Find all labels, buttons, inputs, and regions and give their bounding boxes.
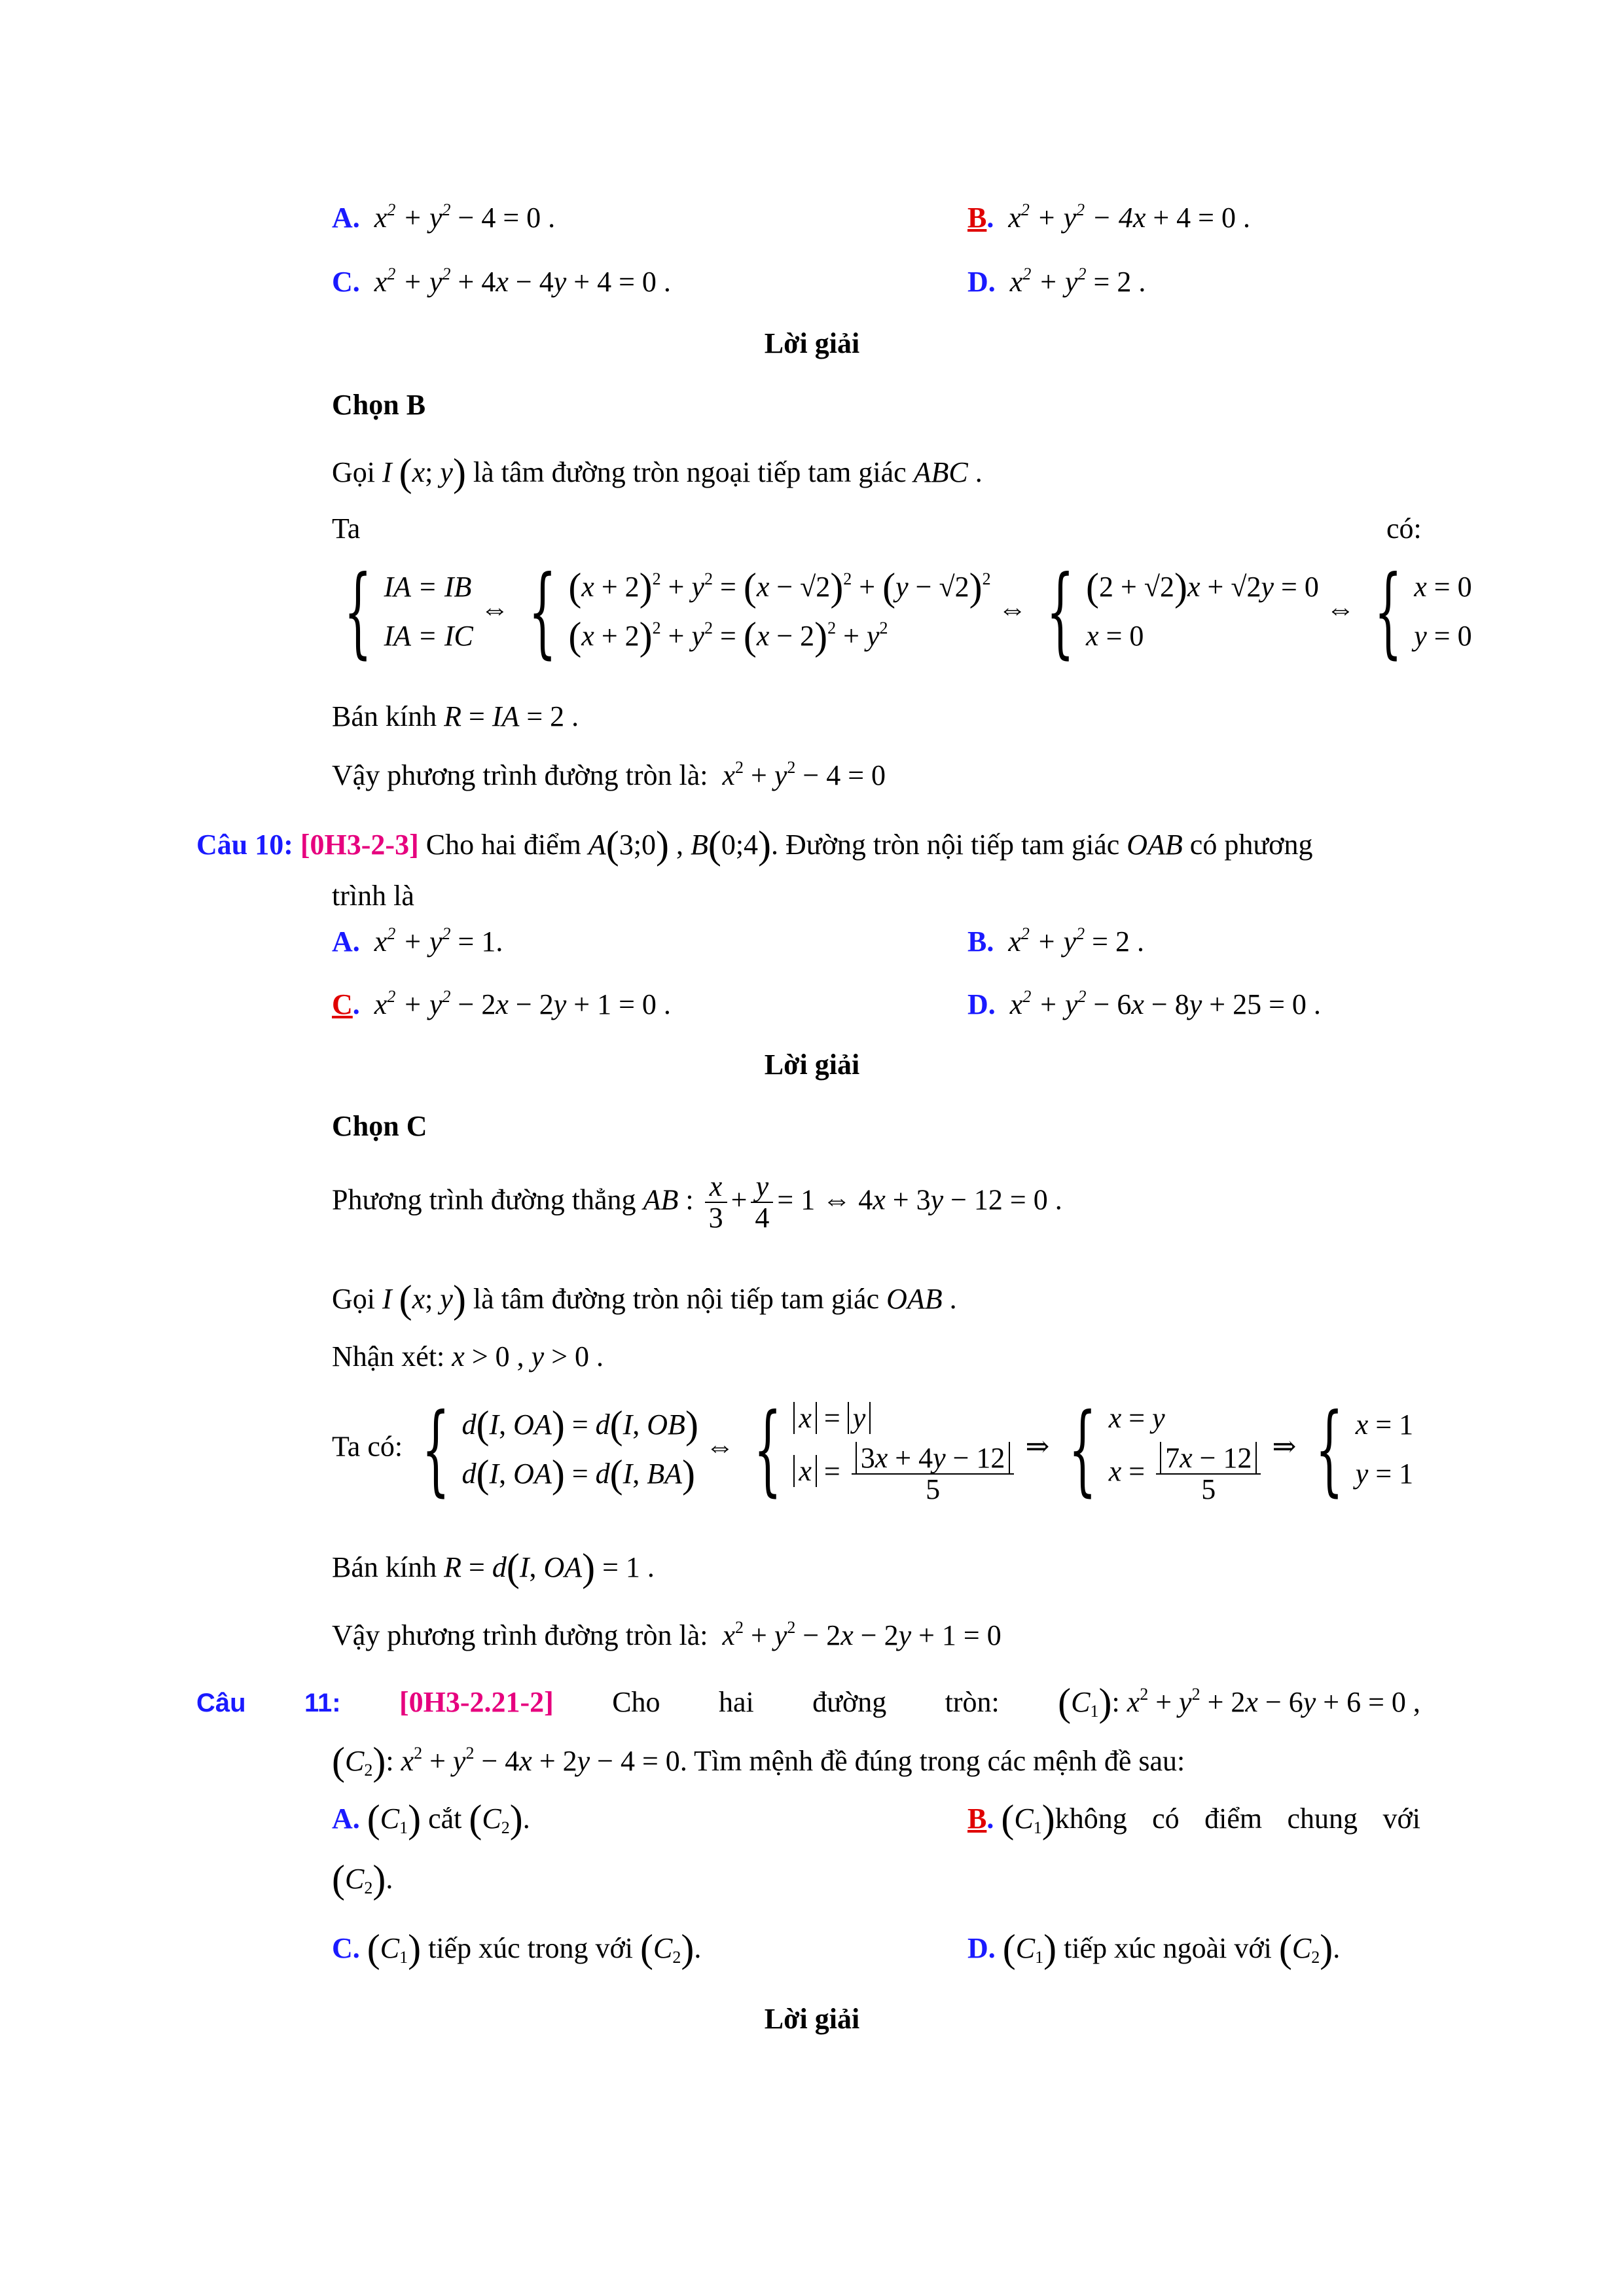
q9-line-ta: Ta [332,512,361,545]
q11-solution-heading: Lời giải [764,2003,860,2035]
q10-line-goi-text: là tâm đường tròn nội tiếp tam giác [473,1283,880,1315]
q10-line-goi: Gọi I (x; y) là tâm đường tròn nội tiếp tam giác OAB . [332,1278,957,1321]
q11-option-b-text-5: với [1382,1803,1420,1835]
q11-option-b-text-2: có [1152,1803,1180,1835]
q11-number-b: 11: [304,1689,341,1717]
q10-line-ab: Phương trình đường thẳng AB : $\frac{x}{3}$ + $\frac{y}{4}$ = 1 ⇔ 4x + 3y − 12 = 0 . [332,1170,1062,1234]
q11-option-b-cont: $(C_2)$. [332,1857,393,1901]
q9-line-goi-text: là tâm đường tròn ngoại tiếp tam giác [473,456,907,488]
q9-conclusion: Vậy phương trình đường tròn là: $x^2 + y^2 - 4 = 0$ [332,758,886,791]
q10-option-c-label: C [332,988,353,1020]
q9-option-b[interactable]: B. $x^2 + y^2 - 4x + 4 = 0$ . [967,200,1250,234]
q11-option-b-text-1: không [1055,1803,1127,1835]
q10-option-b[interactable]: B. $x^2 + y^2 = 2$ . [967,924,1144,958]
q9-line-goi: Gọi I (x; y) là tâm đường tròn ngoại tiếp tam giác ABC . [332,451,983,494]
q11-option-c-label: C. [332,1932,360,1964]
q11-prompt-e: . Tìm mệnh đề đúng trong các mệnh đề sau: [679,1745,1185,1777]
q9-option-d[interactable]: D. $x^2 + y^2 = 2$ . [967,264,1146,298]
q11-option-c[interactable]: C. $(C_1)$ tiếp xúc trong với $(C_2)$. [332,1927,702,1970]
q10-prompt-line1: Câu 10: [0H3-2-3] Cho hai điểm A(3;0) , B(0;4). Đường tròn nội tiếp tam giác OAB có phương [196,823,1313,867]
q11-option-d[interactable]: D. $(C_1)$ tiếp xúc ngoài với $(C_2)$. [967,1927,1341,1970]
q10-option-a-label: A. [332,925,360,958]
q9-option-d-label: D. [967,266,996,298]
q11-option-d-label: D. [967,1932,996,1964]
q9-equation-system: { IA = IB IA = IC ⇔ { $(x + 2)^2 + y^2 = (x - √2)^2 + (y - √2)^2$ $(x + 2)^2 + y^2 = (x - 2)^2 + y^2$ ⇔ { (2 + √2)x + √2y = 0 x = 0 ⇔ { x = 0 y = 0 [344,554,1472,669]
q10-number: Câu 10: [196,829,293,861]
q11-prompt-a: Cho [612,1686,660,1718]
q10-prompt-c: có phương [1189,829,1313,861]
q10-option-d[interactable]: D. $x^2 + y^2 - 6x - 8y + 25 = 0$ . [967,987,1321,1020]
q10-nhanxet: Nhận xét: x > 0 , y > 0 . [332,1340,604,1372]
q10-option-a[interactable]: A. $x^2 + y^2 = 1$. [332,924,503,958]
q11-prompt-b: hai [718,1686,754,1718]
q11-prompt-c: đường [812,1686,887,1718]
q11-number-a: Câu [196,1689,246,1717]
q11-prompt-d: tròn: [945,1686,1000,1718]
q11-option-d-text: tiếp xúc ngoài với [1064,1932,1272,1964]
q10-option-d-label: D. [967,988,996,1020]
q11-option-b-text-3: điểm [1204,1803,1263,1835]
q10-option-c[interactable]: C. $x^2 + y^2 - 2x - 2y + 1 = 0$ . [332,987,671,1020]
q11-option-a-text: cắt [428,1803,462,1835]
q10-solution-heading: Lời giải [764,1049,860,1081]
q9-option-a[interactable]: A. $x^2 + y^2 - 4 = 0$ . [332,200,556,234]
q10-choice: Chọn C [332,1110,427,1142]
q10-radius-text: Bán kính [332,1551,437,1583]
q11-option-b[interactable]: B. $(C_1)không$ có điểm chung với [967,1797,1420,1840]
q9-option-c-label: C. [332,266,360,298]
q11-option-b-text-4: chung [1287,1803,1358,1835]
q10-option-b-label: B. [967,925,994,958]
q11-option-a-label: A. [332,1803,360,1835]
q9-option-b-label: B [967,202,987,234]
q11-option-c-text: tiếp xúc trong với [428,1932,633,1964]
q10-prompt-a: Cho hai điểm [425,829,581,861]
q9-option-a-label: A. [332,202,360,234]
q9-radius-text: Bán kính [332,700,437,732]
q11-tag: [0H3-2.21-2] [399,1686,554,1718]
q11-prompt-line1: Câu 11: [0H3-2.21-2] Cho hai đường tròn: $(C_1)$: $x^2 + y^2 + 2x - 6y + 6 = 0$ , [196,1681,1420,1724]
q9-solution-heading: Lời giải [764,327,860,359]
q11-option-a[interactable]: A. $(C_1)$ cắt $(C_2)$. [332,1797,530,1840]
q10-taco-text: Ta có: [332,1430,403,1463]
q10-radius: Bán kính R = d(I, OA) = 1 . [332,1546,655,1589]
q10-prompt-line2: trình là [332,880,414,912]
q10-nhanxet-text: Nhận xét: [332,1340,445,1372]
q10-line-ab-text: Phương trình đường thẳng [332,1183,636,1216]
q11-prompt-line2: $(C_2)$: $x^2 + y^2 - 4x + 2y - 4 = 0$. Tìm mệnh đề đúng trong các mệnh đề sau: [332,1740,1185,1783]
q10-equation-system: Ta có: { d(I, OA) = d(I, OB) d(I, OA) = d(I, BA) ⇔ { x = y x = $\frac{3x + 4y - 12}{5}$ ⇒ { x = y x = $\frac{7x - 12}{5}$ ⇒ { x = 1 y = 1 [332,1392,1414,1507]
q9-option-c[interactable]: C. $x^2 + y^2 + 4x - 4y + 4 = 0$ . [332,264,671,298]
q9-radius: Bán kính R = IA = 2 . [332,700,579,732]
q10-conclusion-text: Vậy phương trình đường tròn là: [332,1619,708,1651]
q10-conclusion: Vậy phương trình đường tròn là: $x^2 + y^2 - 2x - 2y + 1 = 0$ [332,1618,1001,1651]
q9-line-co: có: [1386,512,1422,545]
q9-choice: Chọn B [332,389,426,421]
q9-conclusion-text: Vậy phương trình đường tròn là: [332,759,708,791]
q11-option-b-label: B [967,1803,987,1835]
q10-prompt-b: . Đường tròn nội tiếp tam giác [771,829,1120,861]
q10-tag: [0H3-2-3] [300,829,419,861]
